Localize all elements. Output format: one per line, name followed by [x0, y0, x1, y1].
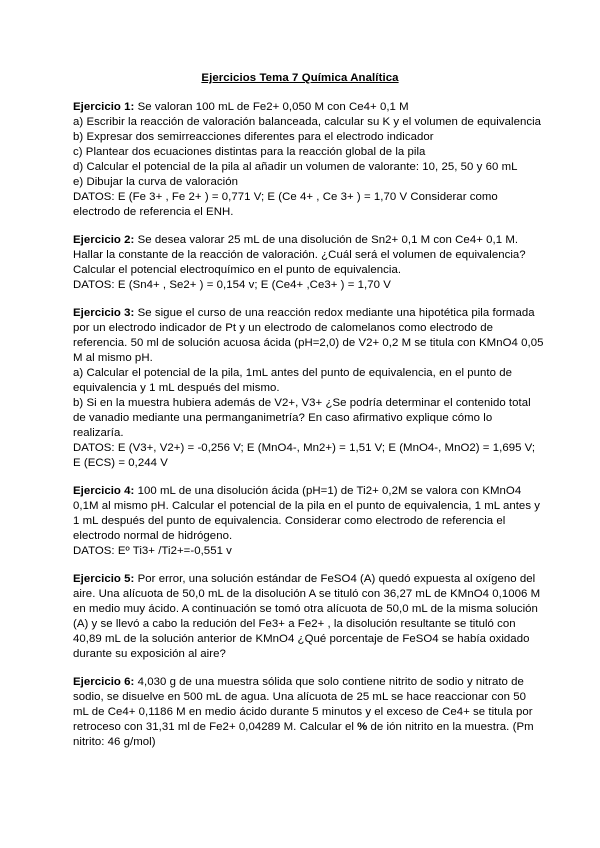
exercise-3-line-3: referencia. 50 ml de solución acuosa ácida (pH=2,0) de V2+ 0,2 M se titula con KMnO4 0,05: [73, 337, 544, 349]
exercise-4-line-3: 1 mL después del punto de equivalencia. Considerar como electrodo de referencia el: [73, 515, 506, 527]
exercise-5-line-1: Ejercicio 5: Por error, una solución estándar de FeSO4 (A) quedó expuesta al oxígeno del: [73, 573, 536, 585]
exercise-5-line-2: aire. Una alícuota de 50,0 mL de la disolución A se tituló con 36,27 mL de KMnO4 0,1006 M: [73, 588, 541, 600]
exercise-5-line-3: en medio muy ácido. A continuación se tomó otra alícuota de 50,0 mL de la misma solución: [73, 603, 538, 615]
exercise-1-line-6: e) Dibujar la curva de valoración: [73, 176, 238, 188]
exercise-4-line-1: Ejercicio 4: 100 mL de una disolución ácida (pH=1) de Ti2+ 0,2M se valora con KMnO4: [73, 485, 522, 497]
exercise-5-heading: Ejercicio 5:: [73, 573, 135, 585]
exercise-2-line-3: Calcular el potencial electroquímico en el punto de equivalencia.: [73, 264, 402, 276]
exercise-6-line-2: sodio, se disuelve en 500 mL de agua. Una alícuota de 25 mL se hace reaccionar con 50: [73, 691, 526, 703]
exercise-6-line-4: retroceso con 31,31 ml de Fe2+ 0,04289 M. Calcular el % de ión nitrito en la muestra. (Pm: [73, 721, 534, 733]
exercise-3-line-11: E (ECS) = 0,244 V: [73, 457, 168, 469]
exercise-6-heading: Ejercicio 6:: [73, 676, 135, 688]
exercise-1-line-2: a) Escribir la reacción de valoración balanceada, calcular su K y el volumen de equivalencia: [73, 116, 542, 128]
exercise-4-line-2: 0,1M al mismo pH. Calcular el potencial de la pila en el punto de equivalencia, 1 mL antes y: [73, 500, 541, 512]
exercise-4-heading: Ejercicio 4:: [73, 485, 135, 497]
exercise-5-line-4: (A) y se llevó a cabo la redución del Fe3+ a Fe2+ , la disolución resultante se tituló con: [73, 618, 516, 630]
exercise-2-line-1: Ejercicio 2: Se desea valorar 25 mL de una disolución de Sn2+ 0,1 M con Ce4+ 0,1 M.: [73, 234, 519, 246]
exercise-3-line-8: de vanadio mediante una permanganimetría? En caso afirmativo explique cómo lo: [73, 412, 493, 424]
exercise-3-line-9: realizaría.: [73, 427, 124, 439]
exercise-5-line-6: durante su exposición al aire?: [73, 648, 226, 660]
exercise-2-line-4: DATOS: E (Sn4+ , Se2+ ) = 0,154 v; E (Ce4+ ,Ce3+ ) = 1,70 V: [73, 279, 391, 291]
exercise-3-line-5: a) Calcular el potencial de la pila, 1mL antes del punto de equivalencia, en el punto de: [73, 367, 513, 379]
exercise-3-line-2: por un electrodo indicador de Pt y un electrodo de calomelanos como electrodo de: [73, 322, 494, 334]
exercise-1-line-8: electrodo de referencia el ENH.: [73, 206, 234, 218]
exercise-3-line-6: equivalencia y 1 mL después del mismo.: [73, 382, 280, 394]
exercise-6-line-5: nitrito: 46 g/mol): [73, 736, 156, 748]
exercise-1-line-3: b) Expresar dos semirreacciones diferentes para el electrodo indicador: [73, 131, 434, 143]
exercise-1-line-4: c) Plantear dos ecuaciones distintas para la reacción global de la pila: [73, 146, 426, 158]
exercise-3-heading: Ejercicio 3:: [73, 307, 135, 319]
exercise-2-line-2: Hallar la constante de la reacción de valoración. ¿Cuál será el volumen de equivalencia?: [73, 249, 526, 261]
exercise-3-line-1: Ejercicio 3: Se sigue el curso de una reacción redox mediante una hipotética pila formada: [73, 307, 535, 319]
exercise-1-line-1: Ejercicio 1: Se valoran 100 mL de Fe2+ 0,050 M con Ce4+ 0,1 M: [73, 101, 409, 113]
page-title: Ejercicios Tema 7 Química Analítica: [201, 72, 399, 84]
exercise-4-line-5: DATOS: Eº Ti3+ /Ti2+=-0,551 v: [73, 545, 232, 557]
exercise-2-heading: Ejercicio 2:: [73, 234, 135, 246]
exercise-6-line-1: Ejercicio 6: 4,030 g de una muestra sólida que solo contiene nitrito de sodio y nitrato de: [73, 676, 524, 688]
exercise-3-line-4: M al mismo pH.: [73, 352, 153, 364]
exercise-3-line-7: b) Si en la muestra hubiera además de V2+, V3+ ¿Se podría determinar el contenido total: [73, 397, 531, 409]
exercise-4-line-4: electrodo normal de hidrógeno.: [73, 530, 233, 542]
exercise-1-line-7: DATOS: E (Fe 3+ , Fe 2+ ) = 0,771 V; E (Ce 4+ , Ce 3+ ) = 1,70 V Considerar como: [73, 191, 498, 203]
exercise-6-line-3: mL de Ce4+ 0,1186 M en medio ácido durante 5 minutos y el exceso de Ce4+ se titula por: [73, 706, 533, 718]
exercise-1-heading: Ejercicio 1:: [73, 101, 135, 113]
exercise-3-line-10: DATOS: E (V3+, V2+) = -0,256 V; E (MnO4-, Mn2+) = 1,51 V; E (MnO4-, MnO2) = 1,695 V;: [73, 442, 536, 454]
percent-sign: %: [357, 721, 368, 733]
exercise-1-line-5: d) Calcular el potencial de la pila al añadir un volumen de valorante: 10, 25, 50 y 60 mL: [73, 161, 518, 173]
exercise-5-line-5: 40,89 mL de la solución anterior de KMnO4 ¿Qué porcentaje de FeSO4 se había oxidado: [73, 633, 530, 645]
